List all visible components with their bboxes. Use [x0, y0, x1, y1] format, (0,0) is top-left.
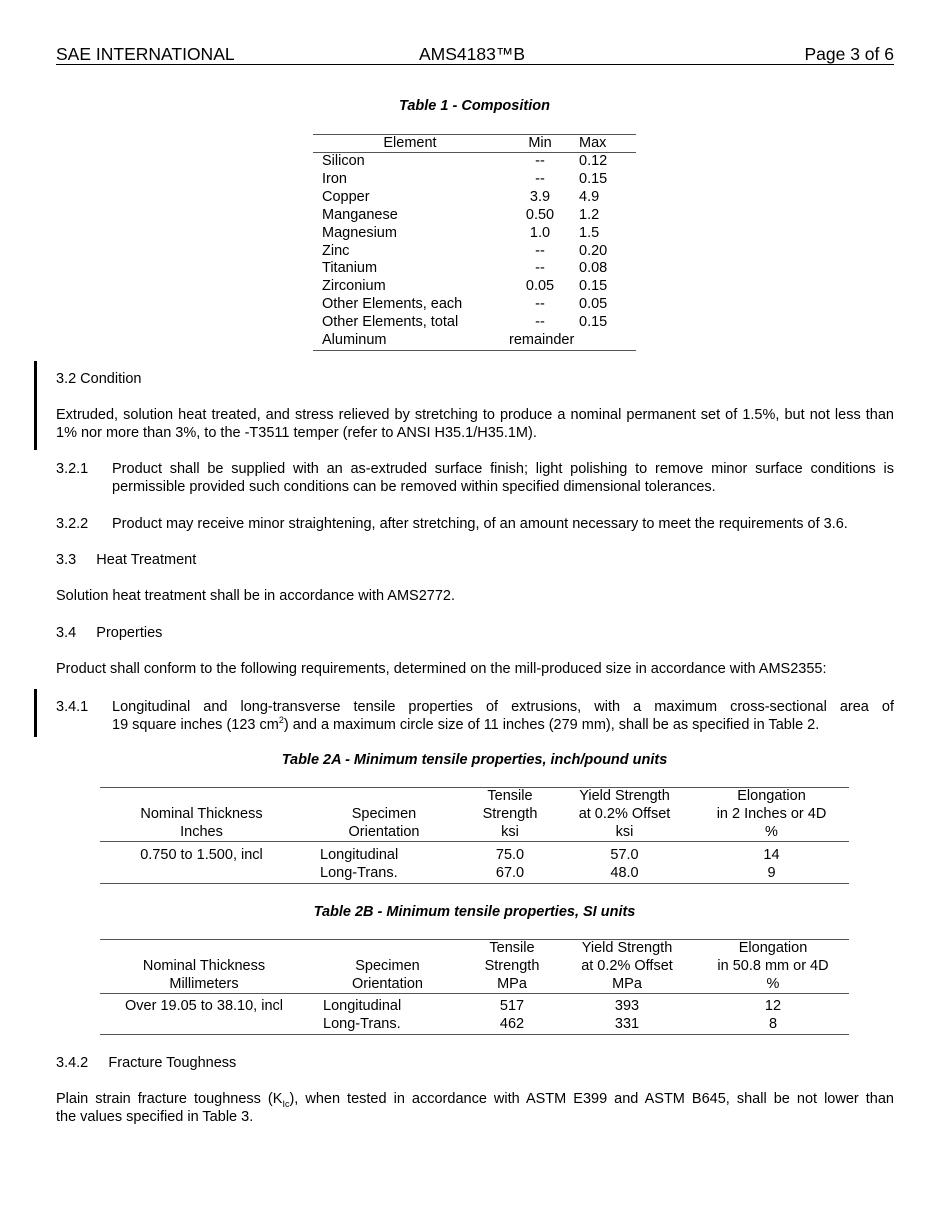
table-row: Over 19.05 to 38.10, incl Longitudinal 517 393 12 [125, 998, 782, 1015]
table-row: Other Elements, each -- 0.05 [322, 296, 608, 313]
table-row: Other Elements, total -- 0.15 [322, 314, 608, 331]
section-3-2-text: Extruded, solution heat treated, and stress relieved by stretching to produce a nominal permanent set of 1.5%, but not less than 1% nor more than 3%, to the -T3511 temper (refer to ANSI H35.1/H35.1M). [56, 407, 894, 441]
section-3-2-heading: 3.2 Condition [56, 371, 142, 387]
table-row: Silicon -- 0.12 [322, 153, 608, 169]
section-3-4-2-line1: Plain strain fracture toughness $(K_{Ic})$, when tested in accordance with ASTM E399 and ASTM B645, shall be not lower than [56, 1091, 894, 1109]
table-row: Manganese 0.50 1.2 [322, 206, 600, 223]
section-3-2-1-number: 3.2.1 [56, 461, 89, 477]
table-row: Aluminum remainder [313, 332, 636, 350]
table1-caption: Table 1 - Composition [399, 98, 550, 114]
section-3-4-2-heading: 3.4.2 Fracture Toughness [56, 1055, 237, 1071]
section-3-4-1-line1: Longitudinal and long-transverse tensile properties of extrusions, with a maximum cross-sectional area of [112, 699, 894, 715]
header-org: SAE INTERNATIONAL [56, 44, 235, 64]
section-3-4-1-number: 3.4.1 [56, 699, 89, 715]
table-row: Long-Trans. 67.0 48.0 9 [100, 865, 849, 883]
section-3-4-text: Product shall conform to the following requirements, determined on the mill-produced size in accordance with AMS2355: [56, 661, 827, 677]
table-row: 0.750 to 1.500, incl Longitudinal 75.0 57.0 14 [140, 847, 780, 864]
table2a-caption: Table 2A - Minimum tensile properties, inch/pound units [281, 752, 668, 768]
table-row: Magnesium 1.0 1.5 [322, 224, 600, 241]
revision-change-bar [34, 689, 37, 737]
table-row: Copper 3.9 4.9 [322, 188, 600, 205]
col-header-min: Min [507, 135, 573, 153]
section-3-3-text: Solution heat treatment shall be in accordance with AMS2772. [56, 588, 455, 604]
section-3-2-2-text: Product may receive minor straightening, after stretching, of an amount necessary to meet the requirements of 3.6. [112, 516, 848, 532]
composition-table [313, 134, 636, 351]
table-row: Iron -- 0.15 [322, 170, 608, 187]
page-header [56, 44, 894, 65]
col-header-element: Element [313, 135, 507, 153]
section-3-2-1-text: Product shall be supplied with an as-extruded surface finish; light polishing to remove minor surface conditions is permissible provided such conditions can be removed within specified dimensional tolerances. [112, 461, 894, 495]
header-doc-number: AMS4183™B [419, 44, 526, 64]
table-row: Zinc -- 0.20 [322, 242, 608, 259]
revision-change-bar [34, 361, 37, 450]
table-row: Long-Trans. 462 331 8 [100, 1016, 849, 1034]
header-page-number: Page 3 of 6 [804, 44, 894, 64]
section-3-4-2-line2: the values specified in Table 3. [56, 1109, 254, 1125]
table-row: Titanium -- 0.08 [322, 260, 608, 277]
table-row: Zirconium 0.05 0.15 [322, 278, 608, 295]
tensile-table-inch: Tensile Yield Strength Elongation Nominal Thickness Specimen Strength at 0.2% Offset in 2 Inches or 4D Inches Orientation ksi ksi % 0.750 to 1.500, incl Longitudinal 75.0 57.0 14 Long-Trans. 67.0 48.0 9 [100, 787, 849, 884]
tensile-table-si: Tensile Yield Strength Elongation Nominal Thickness Specimen Strength at 0.2% Offset in 50.8 mm or 4D Millimeters Orientation MPa MPa % Over 19.05 to 38.10, incl Longitudinal 517 393 12 Long-Trans. 462 331 8 [100, 939, 849, 1035]
section-3-4-heading: 3.4 Properties [56, 625, 163, 641]
col-header-max: Max [573, 135, 636, 153]
section-3-4-1-line2: 19 square inches (123 $cm^2$) and a maximum circle size of 11 inches (279 mm), shall be as specified in Table 2. [112, 715, 820, 733]
section-3-2-2-number: 3.2.2 [56, 516, 89, 532]
table2b-caption: Table 2B - Minimum tensile properties, SI units [313, 904, 636, 920]
section-3-3-heading: 3.3 Heat Treatment [56, 552, 197, 568]
